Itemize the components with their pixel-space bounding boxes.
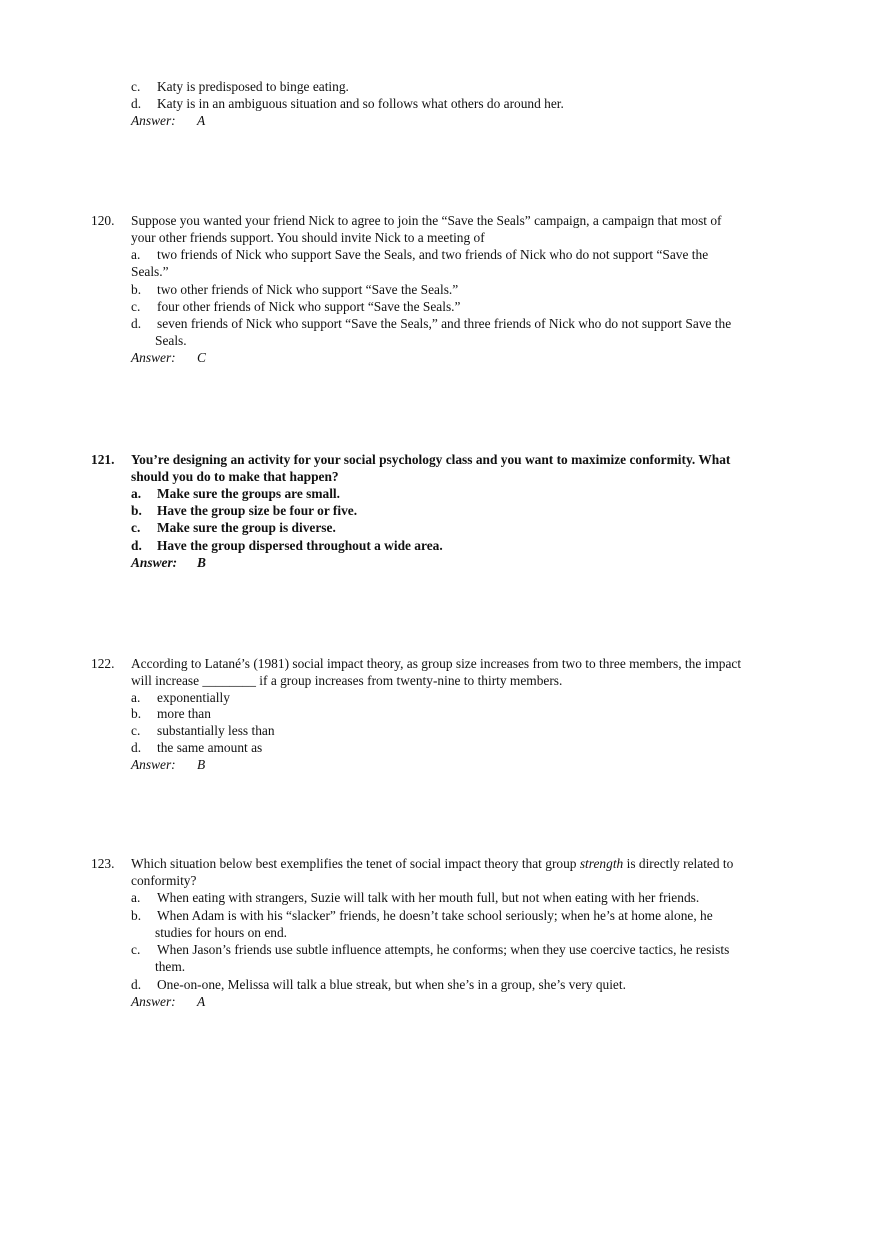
question-122-number: 122. [91, 656, 115, 671]
question-120-stem-line2: your other friends support. You should invite Nick to a meeting of [131, 230, 485, 245]
question-123-answer: Answer: A [131, 994, 206, 1009]
question-121-option-d: d. Have the group dispersed throughout a wide area. [131, 538, 443, 553]
question-122-option-c: c. substantially less than [131, 723, 275, 738]
question-122-answer: Answer: B [131, 757, 206, 772]
question-122-option-b: b. more than [131, 706, 211, 721]
prev-option-c: c. Katy is predisposed to binge eating. [131, 79, 349, 94]
question-123-option-d: d. One-on-one, Melissa will talk a blue streak, but when she’s in a group, she’s very quiet. [131, 977, 626, 992]
question-123-option-a: a. When eating with strangers, Suzie will talk with her mouth full, but not when eating with her friends. [131, 890, 700, 905]
question-123-option-c: c. When Jason’s friends use subtle influence attempts, he conforms; when they use coercive tactics, he resists [131, 942, 730, 957]
question-123-stem-line2: conformity? [131, 873, 197, 888]
question-122-stem-line2: will increase ________ if a group increases from twenty-nine to thirty members. [131, 673, 563, 688]
question-123-stem-line1: Which situation below best exemplifies the tenet of social impact theory that group strength is directly related to [131, 856, 734, 871]
question-123-number: 123. [91, 856, 115, 871]
question-122-option-d: d. the same amount as [131, 740, 263, 755]
question-120-option-c: c. four other friends of Nick who support “Save the Seals.” [131, 299, 461, 314]
question-122-stem-line1: According to Latané’s (1981) social impact theory, as group size increases from two to three members, the impact [131, 656, 742, 671]
question-120-option-a-cont: Seals.” [131, 264, 169, 279]
question-120-stem-line1: Suppose you wanted your friend Nick to agree to join the “Save the Seals” campaign, a campaign that most of [131, 213, 722, 228]
prev-option-d: d. Katy is in an ambiguous situation and so follows what others do around her. [131, 96, 564, 111]
prev-answer: Answer: A [131, 113, 206, 128]
question-123-option-c-cont: them. [155, 959, 186, 974]
question-120-option-d-cont: Seals. [155, 333, 187, 348]
question-121-stem-line2: should you do to make that happen? [131, 469, 339, 484]
question-120-answer: Answer: C [131, 350, 206, 365]
question-121-option-b: b. Have the group size be four or five. [131, 503, 358, 518]
question-120-number: 120. [91, 213, 115, 228]
question-121-option-a: a. Make sure the groups are small. [131, 486, 341, 501]
question-120-option-a: a. two friends of Nick who support Save the Seals, and two friends of Nick who do not support “Save the [131, 247, 709, 262]
question-120-option-d: d. seven friends of Nick who support “Save the Seals,” and three friends of Nick who do not support Save the [131, 316, 732, 331]
question-121-option-c: c. Make sure the group is diverse. [131, 520, 336, 535]
question-122-option-a: a. exponentially [131, 690, 230, 705]
question-121-number: 121. [91, 452, 115, 467]
question-123-option-b-cont: studies for hours on end. [155, 925, 288, 940]
emphasis-strength: strength [579, 856, 624, 871]
question-120-option-b: b. two other friends of Nick who support “Save the Seals.” [131, 282, 459, 297]
question-121-stem-line1: You’re designing an activity for your social psychology class and you want to maximize conformity. What [131, 452, 731, 467]
question-121-answer: Answer: B [131, 555, 206, 570]
question-123-option-b: b. When Adam is with his “slacker” friends, he doesn’t take school seriously; when he’s at home alone, he [131, 908, 713, 923]
